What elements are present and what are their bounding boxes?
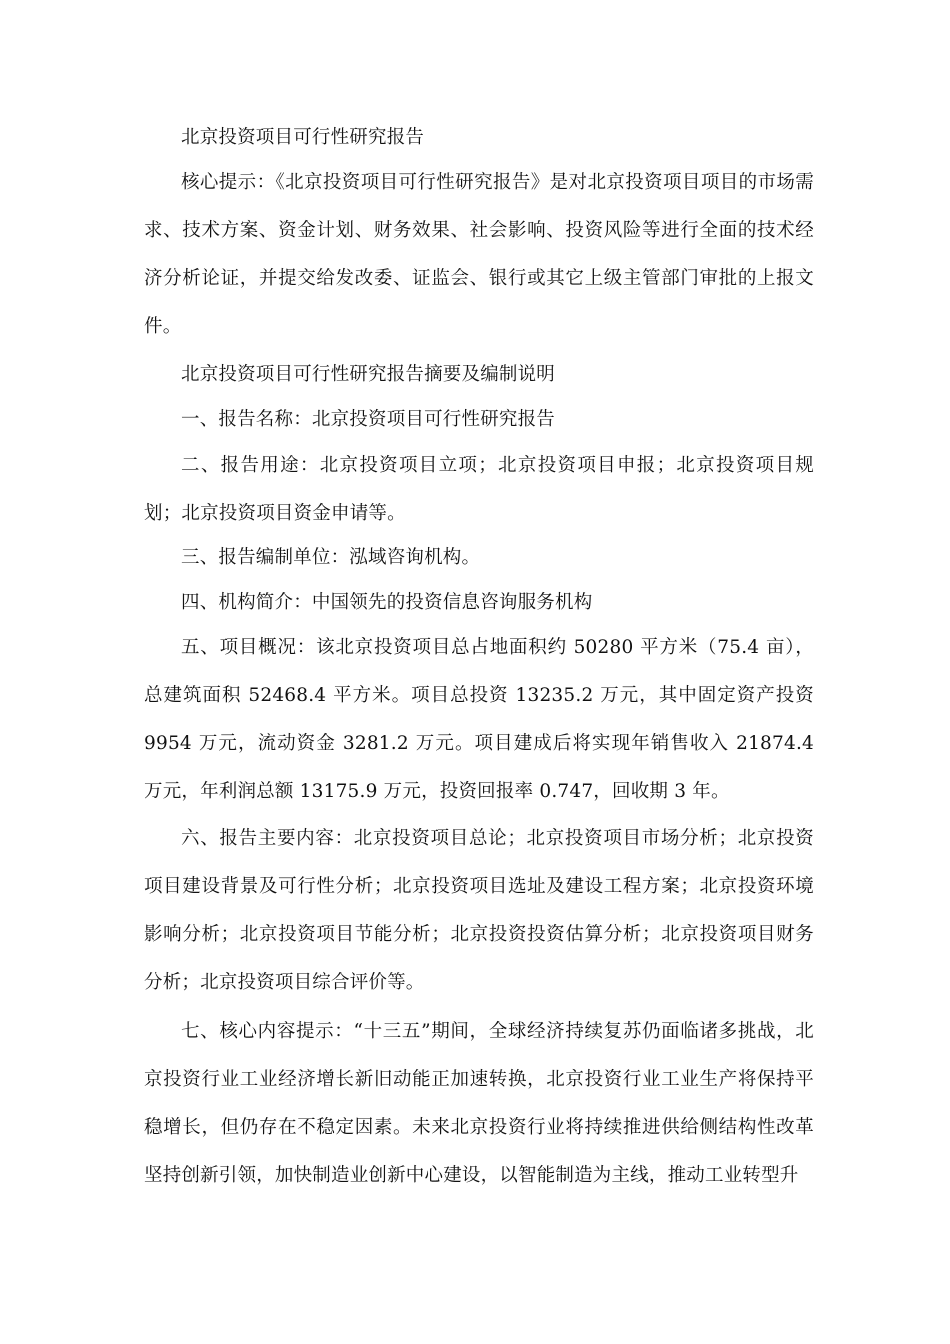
summary-paragraph: 核心提示：《北京投资项目可行性研究报告》是对北京投资项目项目的市场需求、技术方案、资金计划、财务效果、社会影响、投资风险等进行全面的技术经济分析论证，并提交给发改委、证监会、银行或其它上级主管部门审批的上报文件。 xyxy=(144,172,814,337)
section-heading: 北京投资项目可行性研究报告摘要及编制说明 xyxy=(181,364,556,385)
item-institution: 四、机构简介：中国领先的投资信息咨询服务机构 xyxy=(181,592,593,613)
report-title: 北京投资项目可行性研究报告 xyxy=(181,127,425,148)
item-compiler: 三、报告编制单位：泓域咨询机构。 xyxy=(181,547,481,568)
item-report-name: 一、报告名称：北京投资项目可行性研究报告 xyxy=(181,409,556,430)
item-main-content: 六、报告主要内容：北京投资项目总论；北京投资项目市场分析；北京投资项目建设背景及可行性分析；北京投资项目选址及建设工程方案；北京投资环境影响分析；北京投资项目节能分析；北京投资投资估算分析；北京投资项目财务分析；北京投资项目综合评价等。 xyxy=(144,828,814,993)
item-project-overview: 五、项目概况：该北京投资项目总占地面积约 50280 平方米（75.4 亩），总建筑面积 52468.4 平方米。项目总投资 13235.2 万元，其中固定资产投资 9954 万元，流动资金 3281.2 万元。项目建成后将实现年销售收入 21874.4 万元，年利润总额 13175.9 万元，投资回报率 0.747，回收期 3 年。 xyxy=(144,637,814,802)
item-report-usage: 二、报告用途：北京投资项目立项；北京投资项目申报；北京投资项目规划；北京投资项目资金申请等。 xyxy=(144,455,814,524)
item-core-tips: 七、核心内容提示：“十三五”期间，全球经济持续复苏仍面临诸多挑战，北京投资行业工业经济增长新旧动能正加速转换，北京投资行业工业生产将保持平稳增长，但仍存在不稳定因素。未来北京投资行业将持续推进供给侧结构性改革坚持创新引领，加快制造业创新中心建设，以智能制造为主线，推动工业转型升 xyxy=(144,1021,814,1186)
